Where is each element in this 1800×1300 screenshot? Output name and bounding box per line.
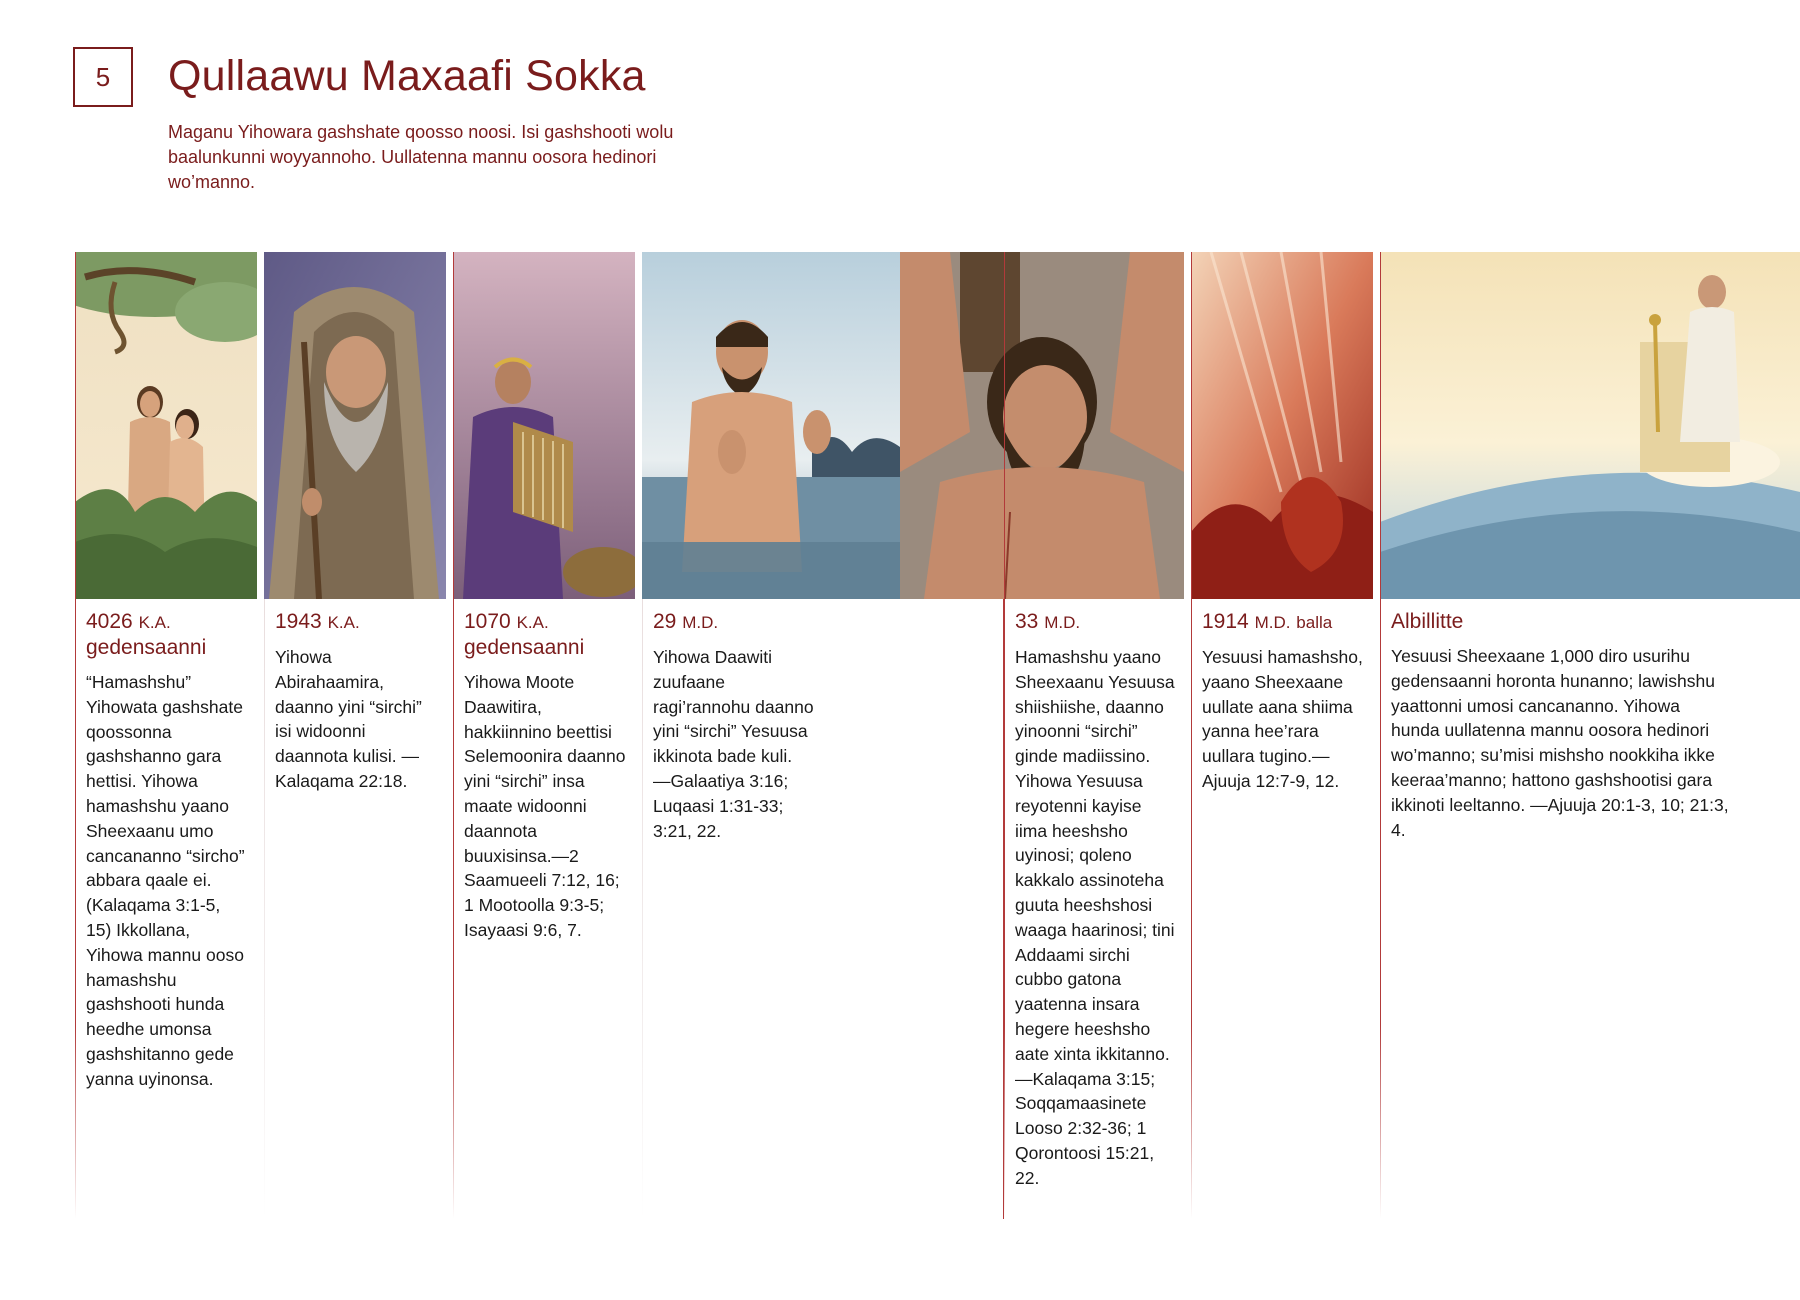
entry-date: 33 M.D. [1015, 610, 1081, 633]
timeline-entry-5 [1003, 599, 1186, 1219]
page-title: Qullaawu Maxaafi Sokka [168, 52, 646, 100]
image-abraham [264, 252, 446, 599]
entry-date: Albillitte [1391, 610, 1464, 633]
entry-body: Yesuusi hamashsho, yaano Sheexaane uullate aana shiima yanna hee’rara uullara tugino.—Ajuuja 12:7-9, 12. [1202, 647, 1363, 791]
entry-body: “Hamashshu” Yihowata gashshate qoossonna gashshanno gara hettisi. Yihowa hamashshu yaano Sheexaanu umo cancananno “sircho” abbara qaale ei. (Kalaqama 3:1-5, 15) Ikkollana, Yihowa mannu ooso hamashshu gashshooti hunda heedhe umonsa gashshitanno gede yanna uyinonsa. [86, 672, 245, 1089]
entry-date: 4026 K.A. gedensaanni [86, 610, 207, 659]
entry-date: 29 M.D. [653, 610, 719, 633]
image-jesus-on-stake [900, 252, 1184, 599]
timeline-entry-4 [642, 599, 822, 1219]
entry-date: 1070 K.A. gedensaanni [464, 610, 585, 659]
entry-body: Yihowa Daawiti zuufaane ragi’rannohu daanno yini “sirchi” Yesuusa ikkinota bade kuli. —Galaatiya 3:16; Luqaasi 1:31-33; 3:21, 22. [653, 647, 814, 841]
image-jesus-baptism [642, 252, 900, 599]
timeline-entry-6 [1191, 599, 1373, 1219]
intro-text: Maganu Yihowara gashshate qoosso noosi. Isi gashshooti wolu baalunkunni woyyannoho. Uullatenna mannu oosora hedinori wo’manno. [168, 122, 674, 192]
entry-body: Yesuusi Sheexaane 1,000 diro usurihu gedensaanni horonta hunanno; lawishshu yaattonni umosi cancananno. Yihowa hunda uullatenna mannu oosora hedinori wo’manno; su’misi mishsho nookkiha ikke keeraa’manno; hattono gashshootisi gara ikkinoti leeltanno. —Ajuuja 20:1-3, 10; 21:3, 4. [1391, 646, 1729, 840]
timeline-entry-7 [1380, 599, 1740, 1219]
entry-body: Yihowa Abirahaamira, daanno yini “sirchi” isi widoonni daannota kulisi. —Kalaqama 22:18. [275, 647, 422, 791]
image-jesus-king [1380, 252, 1800, 599]
image-david [453, 252, 635, 599]
entry-body: Yihowa Moote Daawitira, hakkiinnino beettisi Selemoonira daanno yini “sirchi” insa maate widoonni daannota buuxisinsa.—2 Saamueeli 7:12, 16; 1 Mootoolla 9:3-5; Isayaasi 9:6, 7. [464, 672, 626, 940]
entry-body: Hamashshu yaano Sheexaanu Yesuusa shiishiishe, daanno yinoonni “sirchi” ginde madiissino. Yihowa Yesuusa reyotenni kayise iima heeshsho uyinosi; qoleno kakkalo assinoteha guuta heeshshosi waaga haarinosi; tini Addaami sirchi cubbo gatona yaatenna insara hegere heeshsho aate xinta ikkitanno. —Kalaqama 3:15; Soqqamaasinete Looso 2:32-36; 1 Qorontoosi 15:21, 22. [1015, 647, 1175, 1188]
entry-date: 1943 K.A. [275, 610, 360, 633]
timeline-entry-2 [264, 599, 446, 1219]
image-satan-cast-down [1191, 252, 1373, 599]
lesson-number: 5 [95, 61, 111, 92]
image-adam-and-eve [75, 252, 257, 599]
timeline-entry-1 [75, 599, 257, 1219]
entry-date: 1914 M.D. balla [1202, 610, 1333, 633]
timeline-entry-3 [453, 599, 635, 1219]
lesson-number-box [73, 47, 133, 107]
